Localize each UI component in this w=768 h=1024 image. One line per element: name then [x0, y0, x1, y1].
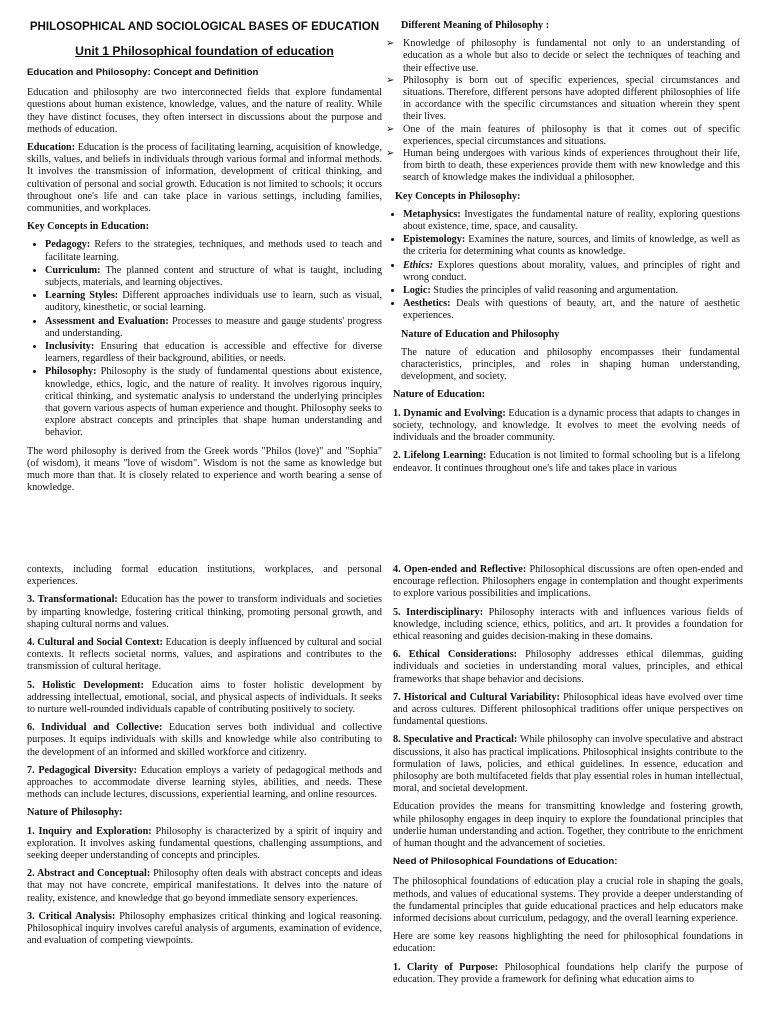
definition: Refers to the strategies, techniques, and methods used to teach and facilitate learning. [45, 239, 382, 263]
term: Aesthetics: [403, 298, 451, 310]
term: 6. Individual and Collective: [27, 722, 163, 734]
need-heading: Need of Philosophical Foundations of Education: [393, 856, 618, 868]
key-concepts-education-list [27, 239, 382, 439]
definition: Education is not limited to formal schooling but is a lifelong endeavor. It continues throughout one's life and takes place in various [393, 450, 740, 474]
list-item [45, 239, 382, 263]
list-item [403, 260, 740, 284]
term: Logic: [403, 285, 431, 297]
definition: Education aims to foster holistic development by addressing intellectual, emotional, social, and physical aspects of individuals. It seeks to nurture well-rounded individuals capable of contributing positively to society. [27, 679, 383, 716]
different-meaning-heading: Different Meaning of Philosophy : [401, 20, 550, 31]
definition: Philosophy emphasizes critical thinking and logical reasoning. Philosophical inquiry involves careful analysis of arguments, examination of evidence, and evaluation of competing viewpoints. [27, 910, 383, 947]
education-provides-paragraph: Education provides the means for transmitting knowledge and fostering growth, while philosophy engages in deep inquiry to explore the foundational principles that underlie human understanding and action. Together, they contribute to the enrichment of human thought and the advancement of societies. [393, 801, 743, 850]
nature-phil-item [27, 826, 382, 863]
term: Inclusivity: [45, 341, 95, 353]
term: Learning Styles: [45, 290, 119, 302]
term: 2. Abstract and Conceptual: [27, 868, 151, 880]
bottom-left-column [27, 564, 382, 953]
definition: Investigates the fundamental nature of reality, exploring questions about existence, time, space, and causality. [403, 208, 740, 233]
nature-edu-item [385, 408, 740, 445]
list-item: ➢ Human being undergoes with various kinds of experiences throughout their life, from birth to death, these experiences provide them with new knowledge and this search of knowledge makes the individual a philosopher. [403, 148, 740, 185]
term: 8. Speculative and Practical: [393, 734, 518, 746]
list-item [403, 209, 740, 233]
definition: Philosophy is the study of fundamental questions about existence, knowledge, ethics, logic, and the nature of reality. It involves rigorous inquiry, critical thinking, and systematic analysis to understand the underlying principles that govern various aspects of human experience and thought. Philosophy seeks to explore abstract concepts and principles that shape human understanding and behavior. [45, 366, 382, 439]
nature-edu-phil-heading: Nature of Education and Philosophy [401, 328, 560, 340]
term: 4. Open-ended and Reflective: [393, 564, 527, 575]
definition: Processes to measure and gauge students' progress and understanding. [45, 315, 382, 339]
list-item [45, 290, 382, 314]
key-concepts-education-heading: Key Concepts in Education: [27, 221, 149, 233]
definition: Philosophy addresses ethical dilemmas, guiding individuals and societies in understanding moral values, principles, and ethical frameworks that shape behavior and decisions. [393, 649, 743, 685]
nature-education-heading: Nature of Education: [393, 389, 486, 401]
intro-paragraph: Education and philosophy are two interconnected fields that explore fundamental questions about human existence, knowledge, values, and the nature of reality. While they have distinct focuses, they often intersect in discussions about the purpose and methods of education. [27, 87, 382, 135]
definition: Philosophy interacts with and influences various fields of knowledge, including science, ethics, politics, and art. It provides a foundation for ethical reasoning and guides decision-making in these domains. [393, 606, 743, 643]
list-item: ➢ Knowledge of philosophy is fundamental not only to an understanding of education as a whole but also to decide or select the techniques of teaching and their effective use. [403, 38, 740, 75]
continued-paragraph: contexts, including formal education institutions, workplaces, and personal experiences. [27, 564, 382, 588]
definition: Examines the nature, sources, and limits of knowledge, as well as the criteria for determining what counts as knowledge. [403, 234, 740, 258]
term: 4. Cultural and Social Context: [27, 637, 163, 649]
key-concepts-philosophy-list [385, 209, 740, 323]
nature-edu-item [27, 637, 382, 674]
term: 1. Inquiry and Exploration: [27, 825, 152, 837]
nature-phil-item [393, 607, 743, 644]
section-heading-education-philosophy: Education and Philosophy: Concept and Definition [27, 67, 259, 78]
nature-edu-item [27, 680, 382, 717]
term: 1. Clarity of Purpose: [393, 961, 499, 973]
nature-phil-item [393, 692, 743, 729]
education-text: Education is the process of facilitating learning, acquisition of knowledge, skills, values, and beliefs in individuals through various formal and informal methods. It involves the transmission of information, development of critical thinking, and cultivation of personal and social growth. Education is not limited to schools; it occurs throughout one's life and can take place in various settings, including families, communities, and workplaces. [27, 142, 382, 215]
term: Metaphysics: [403, 208, 461, 220]
clarity-item [393, 962, 743, 986]
term: 7. Pedagogical Diversity: [27, 764, 138, 776]
list-item [403, 285, 740, 297]
key-reasons-paragraph: Here are some key reasons highlighting the need for philosophical foundations in education: [393, 931, 743, 955]
bottom-right-column [393, 564, 743, 992]
nature-edu-phil-text: The nature of education and philosophy encompasses their fundamental characteristics, principles, and roles in shaping human understanding, development, and society. [401, 346, 740, 383]
definition: Philosophy is characterized by a spirit of inquiry and exploration. It involves asking fundamental questions, challenging assumptions, and seeking deeper understanding of concepts and principles. [27, 825, 382, 862]
nature-phil-item [393, 734, 743, 795]
definition: Explores questions about morality, values, and principles of right and wrong conduct. [403, 259, 740, 283]
term: 5. Holistic Development: [27, 679, 144, 691]
term: 3. Critical Analysis: [27, 910, 116, 922]
list-item [45, 265, 382, 289]
definition: Philosophical ideas have evolved over time and across cultures. Different philosophical traditions offer unique perspectives on fundamental questions. [393, 691, 743, 728]
definition: Different approaches individuals use to learn, such as visual, auditory, kinesthetic, or social learning. [45, 290, 382, 314]
list-item [403, 298, 740, 322]
nature-edu-item [27, 594, 382, 631]
term: Ethics: [403, 259, 434, 271]
definition: Ensuring that education is accessible and effective for diverse learners, regardless of their background, abilities, or needs. [45, 341, 382, 365]
term: 6. Ethical Considerations: [393, 649, 518, 661]
definition: Philosophical discussions are often open-ended and encourage reflection. Philosophers engage in contemplation and thought experiments to explore various possibilities and implications. [393, 564, 743, 600]
term: Curriculum: [45, 264, 101, 276]
term: Pedagogy: [45, 239, 91, 251]
definition: Education has the power to transform individuals and societies by imparting knowledge, fostering critical thinking, promoting personal growth, and shaping cultural norms and values. [27, 594, 382, 630]
term: Assessment and Evaluation: [45, 315, 169, 327]
term: 7. Historical and Cultural Variability: [393, 691, 560, 703]
definition: Philosophy often deals with abstract concepts and ideas that may not have concrete, empirical manifestations. It delves into the nature of reality, existence, and knowledge that go beyond immediate sensory experiences. [27, 868, 382, 904]
term: 2. Lifelong Learning: [393, 450, 487, 462]
definition: Studies the principles of valid reasoning and argumentation. [430, 285, 679, 297]
key-concepts-philosophy-heading: Key Concepts in Philosophy: [395, 190, 521, 202]
nature-edu-item [27, 765, 382, 802]
education-label: Education: [27, 142, 76, 154]
nature-phil-item [393, 649, 743, 686]
definition: Education serves both individual and collective purposes. It equips individuals with skills and knowledge while also contributing to the development of an informed and skilled workforce and citizenry. [27, 722, 382, 758]
list-item: ➢ One of the main features of philosophy is that it comes out of specific experiences, special circumstances and situations. [403, 124, 740, 148]
need-paragraph: The philosophical foundations of education play a crucial role in shaping the goals, methods, and values of educational systems. They provide a deeper understanding of the fundamental principles that guide educational practices and help educators make informed decisions about curriculum, pedagogy, and the overall learning experience. [393, 876, 743, 925]
definition: While philosophy can involve speculative and abstract discussions, it also has practical implications. Philosophical insights contribute to the formulation of laws, policies, and ethical guidelines. In essence, education and philosophy are both multifaceted fields that play essential roles in human intellectual, moral, and societal development. [393, 734, 743, 795]
page-gap [0, 540, 768, 560]
definition: Education employs a variety of pedagogical methods and approaches to accommodate diverse learning styles, abilities, and needs. These methods can include lectures, discussions, experiential learning, and online resources. [27, 764, 382, 801]
definition: Philosophical foundations help clarify the purpose of education. They provide a framework for defining what education aims to [393, 961, 744, 985]
nature-phil-item [27, 868, 382, 905]
term: Philosophy: [45, 366, 97, 378]
unit-title: Unit 1 Philosophical foundation of education [75, 44, 334, 58]
list-item: ➢ Philosophy is born out of specific experiences, special circumstances and situations. Therefore, different persons have adopted different philosophies of life in accordance with the specific circumstances and situation wherein they spent their lives. [403, 75, 740, 124]
definition: Education is deeply influenced by cultural and social contexts. It reflects societal norms, values, and aspirations and contributes to the transmission of cultural heritage. [27, 637, 382, 673]
different-meaning-list [385, 38, 740, 184]
nature-phil-item [393, 564, 743, 601]
definition: Education is a dynamic process that adapts to changes in society, technology, and knowledge. It evolves to meet the evolving needs of individuals and the broader community. [393, 407, 740, 444]
term: Epistemology: [403, 234, 466, 246]
list-item [403, 234, 740, 258]
nature-philosophy-heading: Nature of Philosophy: [27, 807, 123, 819]
word-philosophy-paragraph: The word philosophy is derived from the Greek words "Philos (love)" and "Sophia" (of wisdom), it means "love of wisdom". Wisdom is not the same as knowledge but much more than that. It is closely related to experience and worth bearing a sense of knowledge. [27, 445, 382, 494]
definition: The planned content and structure of what is taught, including subjects, materials, and learning objectives. [45, 264, 382, 289]
term: 5. Interdisciplinary: [393, 606, 484, 618]
education-paragraph [27, 142, 382, 215]
list-item [45, 341, 382, 365]
nature-phil-item [27, 911, 382, 948]
list-item [45, 316, 382, 340]
list-item [45, 366, 382, 439]
top-right-column [385, 20, 740, 481]
nature-edu-item [27, 722, 382, 759]
term: 3. Transformational: [27, 594, 118, 606]
definition: Deals with questions of beauty, art, and the nature of aesthetic experiences. [403, 298, 740, 322]
nature-edu-item [385, 450, 740, 474]
document-title: PHILOSOPHICAL AND SOCIOLOGICAL BASES OF EDUCATION [29, 20, 380, 33]
top-left-column [27, 20, 382, 501]
term: 1. Dynamic and Evolving: [393, 407, 506, 419]
